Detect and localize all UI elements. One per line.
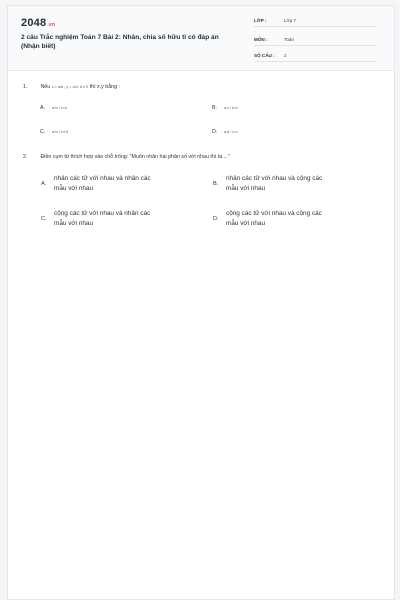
count-divider	[254, 61, 377, 62]
subject-value: Toán	[284, 37, 294, 42]
subject-divider	[254, 45, 377, 46]
option-fraction: a.d / b.c	[224, 130, 238, 134]
site-logo[interactable]	[21, 17, 55, 29]
q1-option-d[interactable]	[212, 129, 238, 135]
option-letter: B.	[213, 181, 219, 187]
option-text-line2: mẫu với nhau	[54, 185, 94, 192]
question-text-prefix: Nếu	[40, 84, 51, 90]
question-2	[23, 154, 230, 160]
option-text-line1: cộng các tử với nhau và nhân các	[54, 210, 151, 217]
option-text-line2: mẫu với nhau	[226, 185, 266, 192]
option-letter: C.	[40, 129, 46, 135]
option-text-line2: mẫu với nhau	[226, 220, 266, 227]
q2-option-a[interactable]	[41, 174, 204, 194]
class-value: Lớp 7	[284, 18, 296, 23]
class-label: LỚP :	[254, 18, 267, 23]
class-divider	[254, 26, 377, 27]
logo-suffix: .vn	[47, 22, 56, 28]
option-letter: A.	[40, 105, 46, 111]
option-letter: B.	[212, 105, 218, 111]
question-text: Điền cụm từ thích hợp vào chỗ trống: "Muốn nhân hai phân số với nhau thì ta ..."	[40, 154, 230, 160]
question-formula: x = a/b ; y = c/d, d ≠ 0	[51, 85, 89, 89]
option-fraction: a+c / b.d	[52, 106, 67, 110]
option-fraction: a.c / b.d	[224, 106, 238, 110]
count-value: 2	[284, 53, 287, 58]
logo-main: 2048	[21, 17, 47, 29]
question-text-suffix: thì x.y bằng :	[89, 84, 120, 90]
option-text-line2: mẫu với nhau	[54, 220, 94, 227]
question-number: 1.	[23, 84, 28, 90]
count-label: SỐ CÂU :	[254, 53, 275, 58]
option-text-line1: cộng các tử với nhau và cộng các	[226, 210, 322, 217]
question-number: 2.	[23, 154, 28, 160]
subject-field	[254, 37, 294, 42]
option-letter: C.	[41, 216, 47, 222]
option-letter: D.	[213, 216, 219, 222]
q1-option-a[interactable]	[40, 105, 67, 111]
question-1	[23, 84, 120, 90]
option-letter: D.	[212, 129, 218, 135]
count-field	[254, 53, 287, 58]
worksheet-title: 2 câu Trắc nghiệm Toán 7 Bài 2: Nhân, chia số hữu tỉ có đáp án (Nhận biết)	[21, 34, 219, 50]
q2-option-b[interactable]	[213, 174, 376, 194]
q1-option-c[interactable]	[40, 129, 68, 135]
worksheet-page	[7, 5, 395, 600]
option-letter: A.	[41, 181, 47, 187]
q2-option-c[interactable]	[41, 209, 204, 229]
class-field	[254, 18, 296, 23]
worksheet-header	[8, 6, 394, 71]
option-text-line1: nhân các tử với nhau và nhân các	[54, 175, 151, 182]
subject-label: MÔN :	[254, 37, 268, 42]
q1-option-b[interactable]	[212, 105, 238, 111]
option-text-line1: nhân các tử với nhau và cộng các	[226, 175, 323, 182]
q2-option-d[interactable]	[213, 209, 376, 229]
option-fraction: a+c / b+d	[52, 130, 68, 134]
